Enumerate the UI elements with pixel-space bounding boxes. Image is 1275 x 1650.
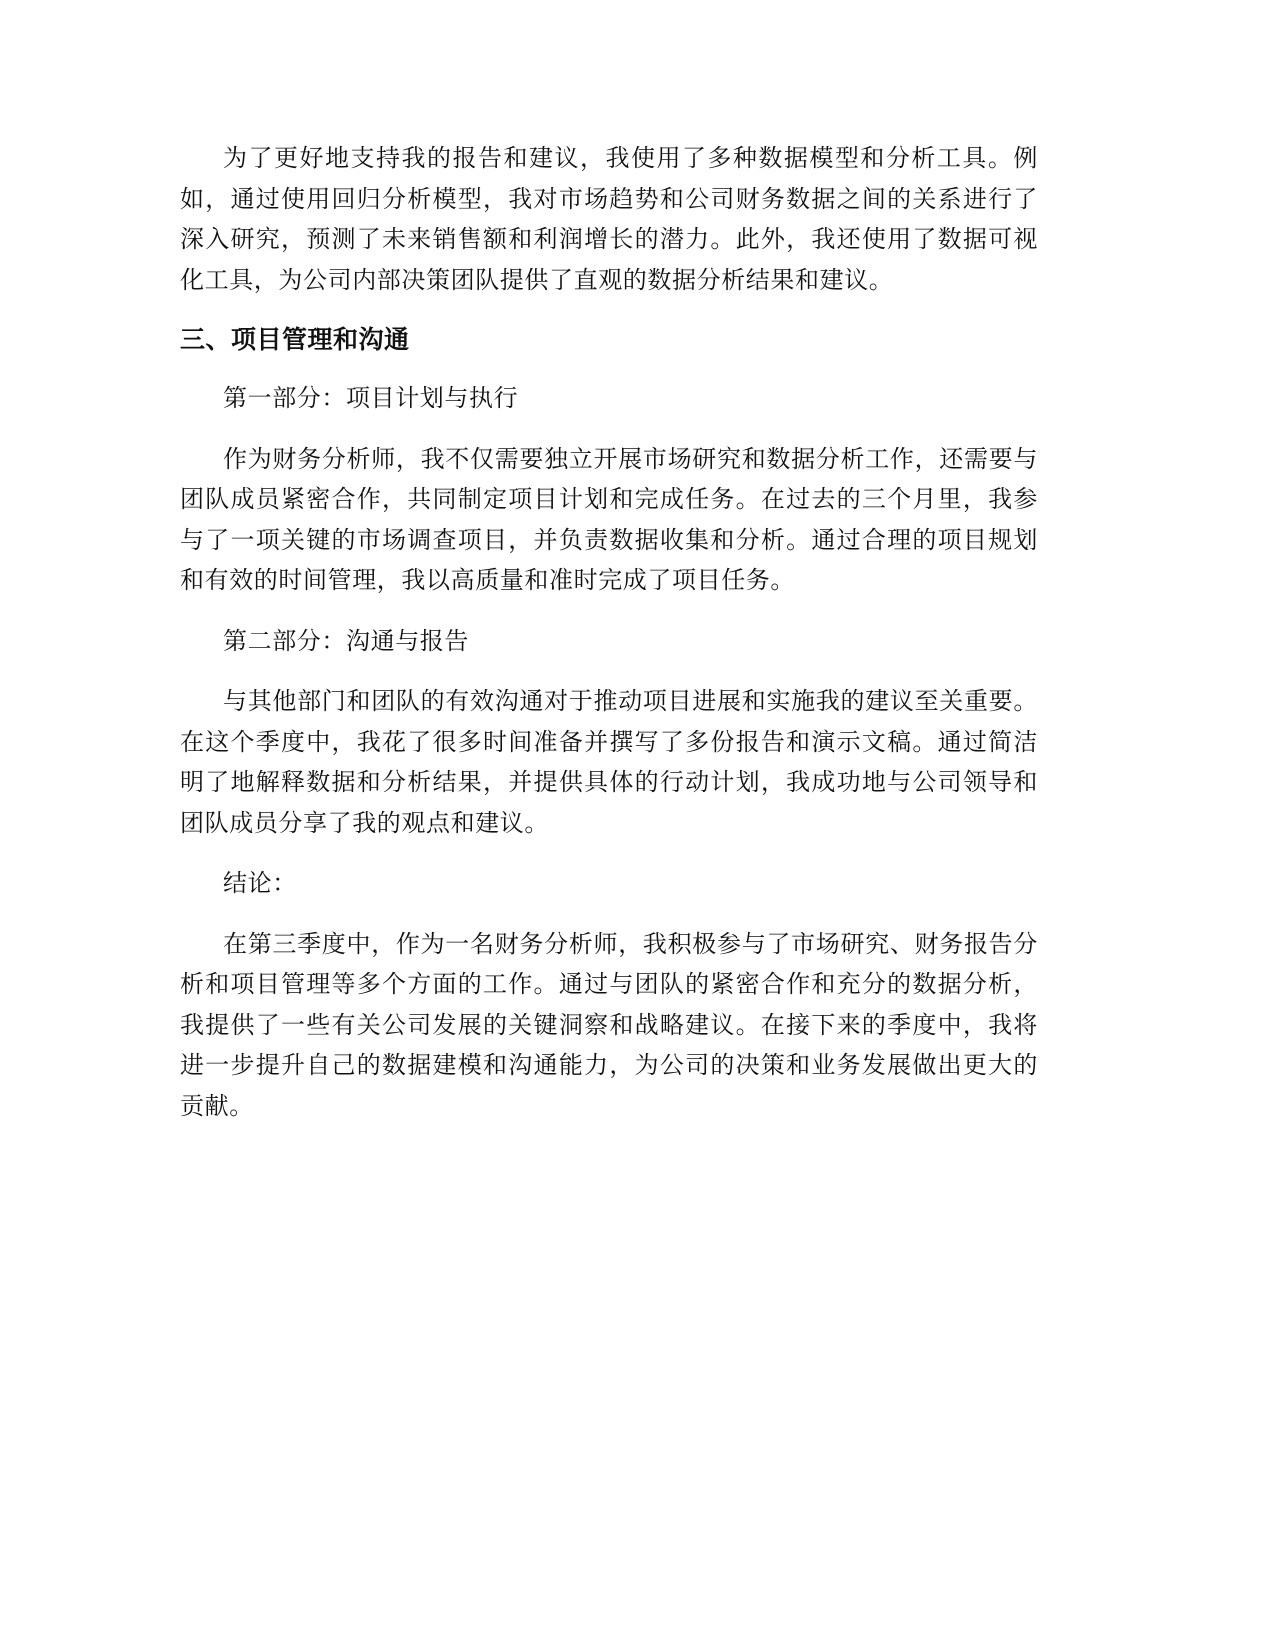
conclusion-paragraph: 在第三季度中，作为一名财务分析师，我积极参与了市场研究、财务报告分析和项目管理等多个方面的工作。通过与团队的紧密合作和充分的数据分析，我提供了一些有关公司发展的关键洞察和战略建议。在接下来的季度中，我将进一步提升自己的数据建模和沟通能力，为公司的决策和业务发展做出更大的贡献。	[180, 929, 1038, 1120]
part2-heading: 第二部分：沟通与报告	[223, 626, 469, 655]
intro-paragraph: 为了更好地支持我的报告和建议，我使用了多种数据模型和分析工具。例如，通过使用回归分析模型，我对市场趋势和公司财务数据之间的关系进行了深入研究，预测了未来销售额和利润增长的潜力。此外，我还使用了数据可视化工具，为公司内部决策团队提供了直观的数据分析结果和建议。	[180, 144, 1038, 294]
part1-paragraph: 作为财务分析师，我不仅需要独立开展市场研究和数据分析工作，还需要与团队成员紧密合作，共同制定项目计划和完成任务。在过去的三个月里，我参与了一项关键的市场调查项目，并负责数据收集和分析。通过合理的项目规划和有效的时间管理，我以高质量和准时完成了项目任务。	[180, 444, 1038, 594]
section-heading: 三、项目管理和沟通	[180, 325, 410, 354]
part1-heading: 第一部分：项目计划与执行	[223, 384, 519, 412]
document-body	[180, 138, 1038, 1146]
part2-paragraph: 与其他部门和团队的有效沟通对于推动项目进展和实施我的建议至关重要。在这个季度中，我花了很多时间准备并撰写了多份报告和演示文稿。通过简洁明了地解释数据和分析结果，并提供具体的行动计划，我成功地与公司领导和团队成员分享了我的观点和建议。	[180, 687, 1038, 837]
conclusion-heading: 结论：	[223, 869, 297, 897]
